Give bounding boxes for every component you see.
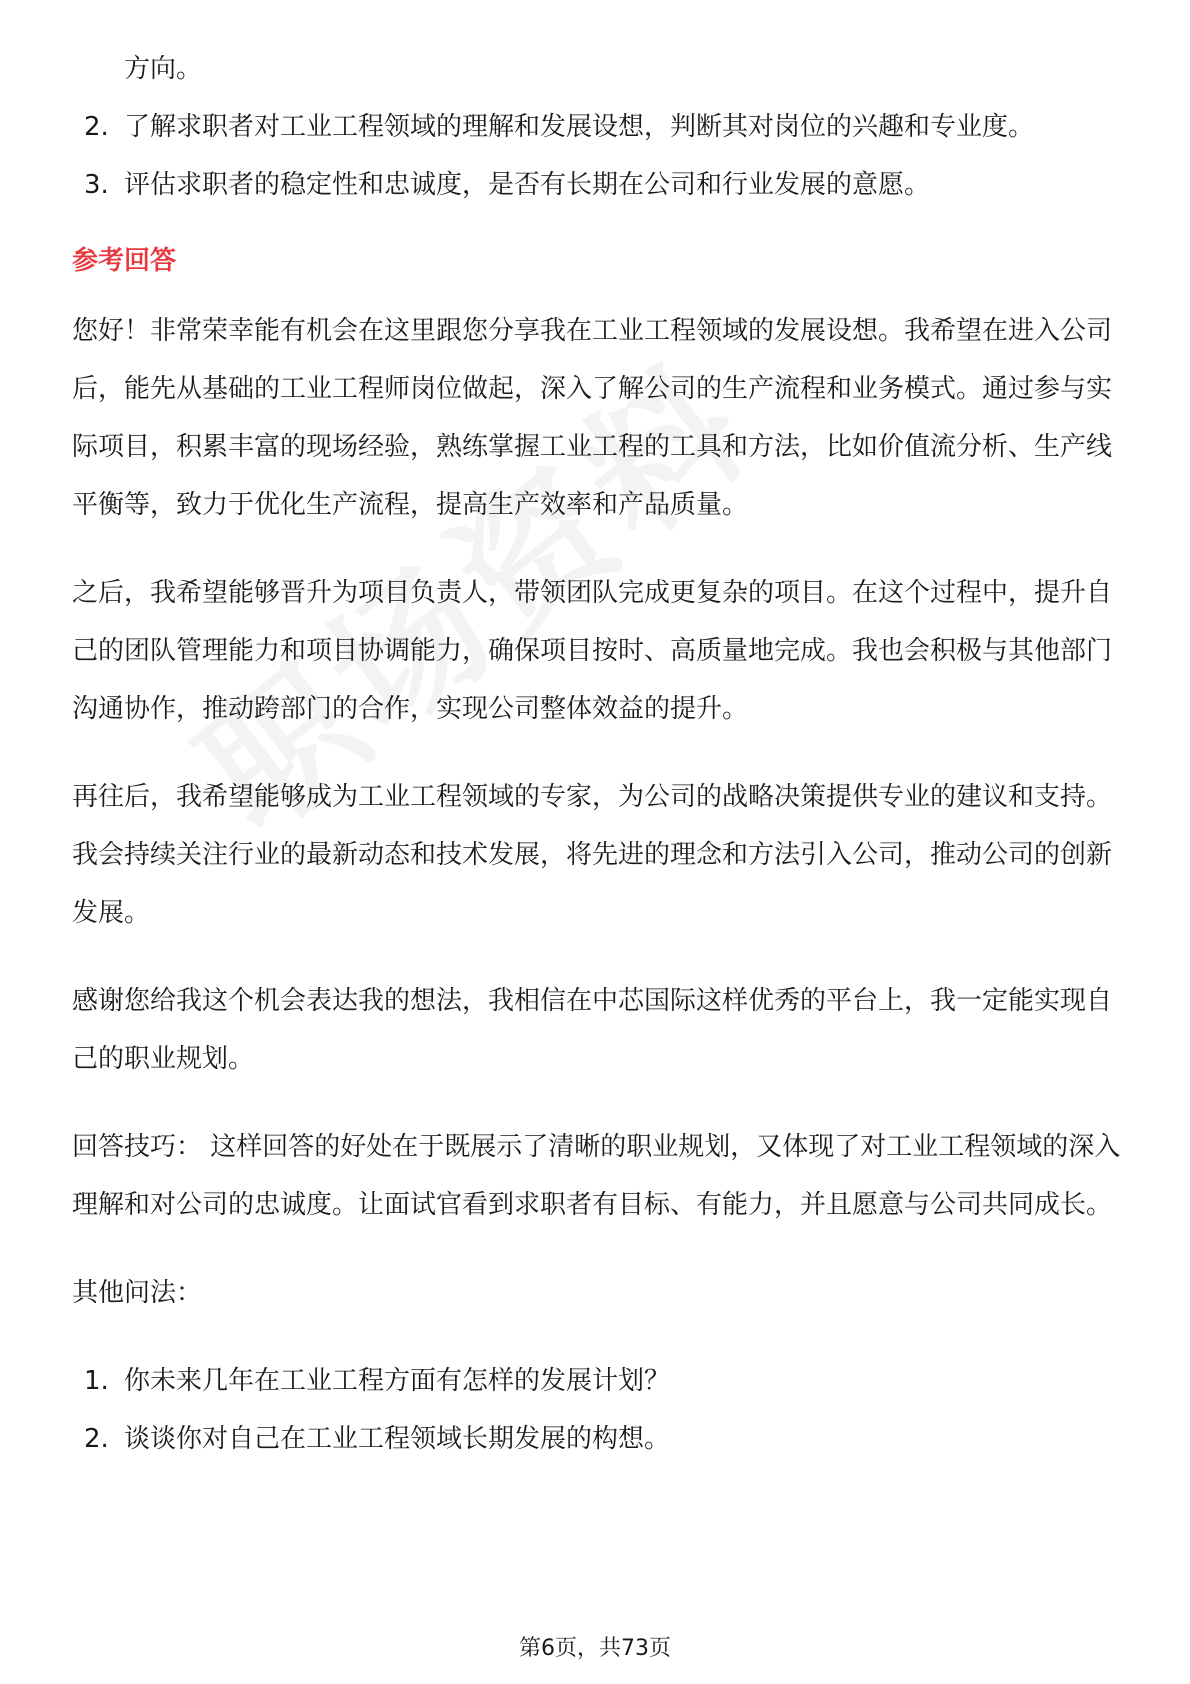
list-item-text: 你未来几年在工业工程方面有怎样的发展计划？ [124,1366,671,1396]
answer-paragraph: 再往后，我希望能够成为工业工程领域的专家，为公司的战略决策提供专业的建议和支持。我会持续关注行业的最新动态和技术发展，将先进的理念和方法引入公司，推动公司的创新发展。 [72,782,1113,928]
list-item-text: 评估求职者的稳定性和忠诚度，是否有长期在公司和行业发展的意愿。 [124,170,931,200]
list-number: 2. [84,1424,109,1454]
reference-answer-heading: 参考回答 [72,246,177,276]
list-continuation: 方向。 [124,54,203,84]
list-item [72,156,1122,214]
list-number: 3. [84,170,109,200]
list-item [72,1352,1122,1410]
list-item-text: 了解求职者对工业工程领域的理解和发展设想，判断其对岗位的兴趣和专业度。 [124,112,1035,142]
list-item-text: 谈谈你对自己在工业工程领域长期发展的构想。 [124,1424,671,1454]
other-questions-list [72,1352,1122,1468]
answer-paragraph: 之后，我希望能够晋升为项目负责人，带领团队完成更复杂的项目。在这个过程中，提升自己的团队管理能力和项目协调能力，确保项目按时、高质量地完成。我也会积极与其他部门沟通协作，推动跨部门的合作，实现公司整体效益的提升。 [72,578,1113,724]
other-questions-label: 其他问法： [72,1278,203,1308]
list-item [72,98,1122,156]
answer-paragraph: 感谢您给我这个机会表达我的想法，我相信在中芯国际这样优秀的平台上，我一定能实现自己的职业规划。 [72,986,1113,1074]
list-item [72,1410,1122,1468]
answer-paragraph: 您好！非常荣幸能有机会在这里跟您分享我在工业工程领域的发展设想。我希望在进入公司后，能先从基础的工业工程师岗位做起，深入了解公司的生产流程和业务模式。通过参与实际项目，积累丰富的现场经验，熟练掌握工业工程的工具和方法，比如价值流分析、生产线平衡等，致力于优化生产流程，提高生产效率和产品质量。 [72,316,1113,520]
evaluation-points-list [72,98,1122,214]
document-body [72,40,1122,1468]
list-number: 2. [84,112,109,142]
page-footer: 第6页，共73页 [519,1636,671,1661]
list-number: 1. [84,1366,109,1396]
answer-tips-paragraph: 回答技巧： 这样回答的好处在于既展示了清晰的职业规划，又体现了对工业工程领域的深入理解和对公司的忠诚度。让面试官看到求职者有目标、有能力，并且愿意与公司共同成长。 [72,1132,1121,1220]
